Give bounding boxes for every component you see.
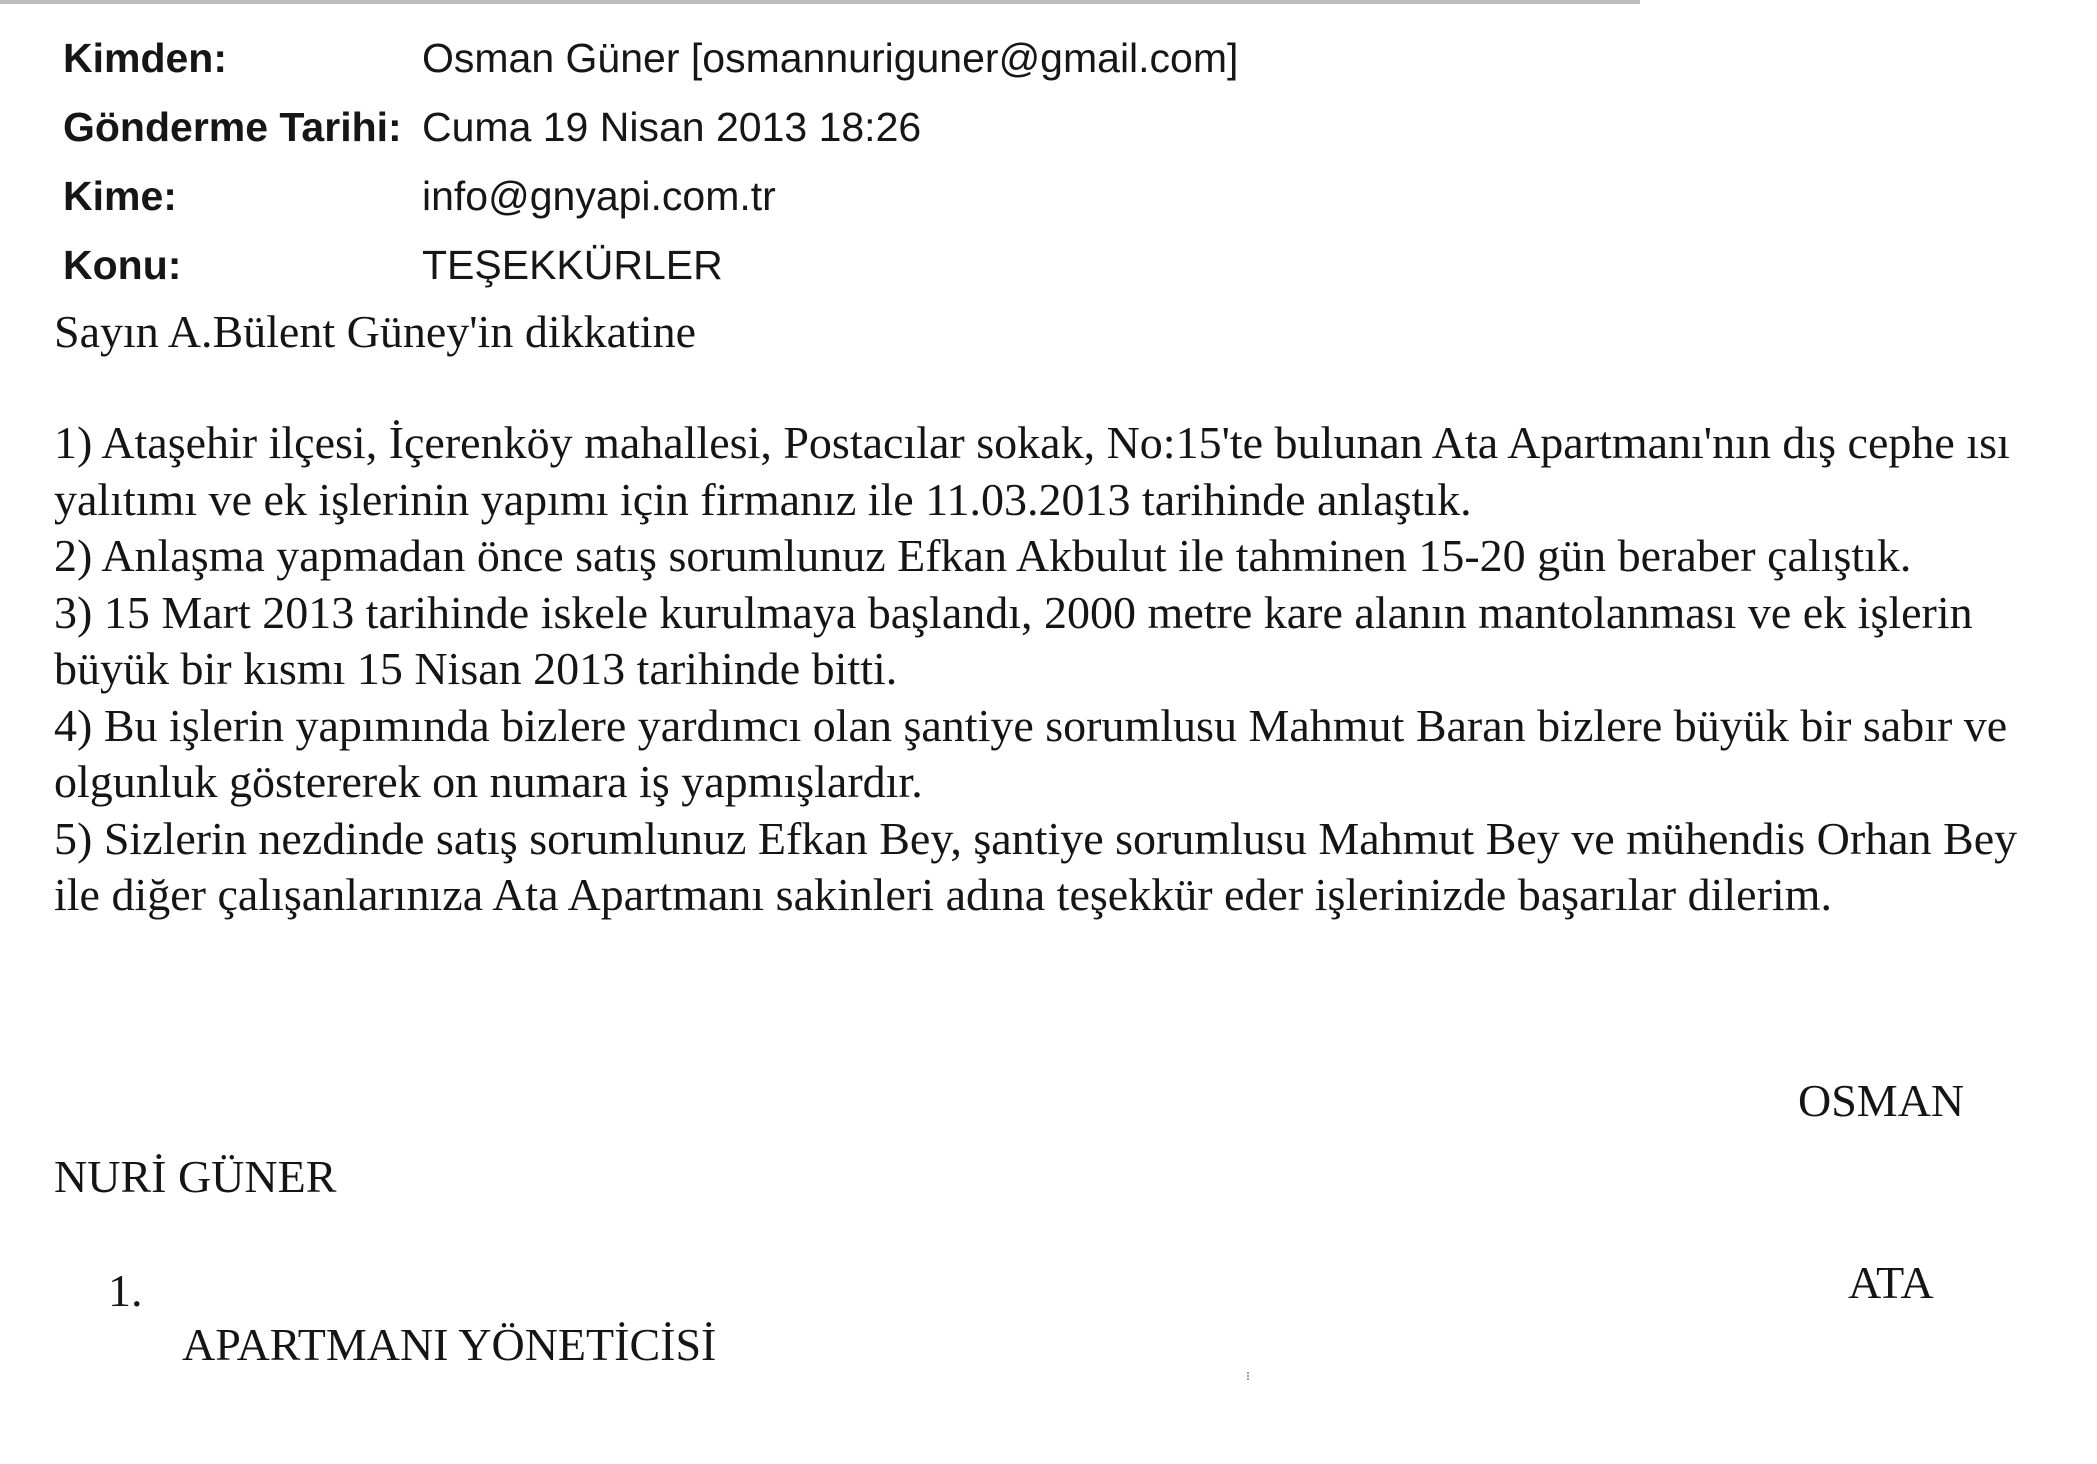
signature-org-word: ATA — [1848, 1257, 1934, 1308]
sent-row — [63, 99, 1238, 168]
signature-list-number: 1. — [108, 1265, 143, 1316]
paragraph-2: 2) Anlaşma yapmadan önce satış sorumlunuz Efkan Akbulut ile tahminen 15-20 gün beraber çalıştık. — [54, 530, 1912, 581]
email-header — [63, 30, 1238, 306]
sent-label: Gönderme Tarihi: — [63, 104, 402, 150]
from-label: Kimden: — [63, 35, 227, 81]
to-label: Kime: — [63, 173, 177, 219]
scan-top-edge — [0, 0, 1640, 4]
subject-row — [63, 237, 1238, 306]
paragraph-3: 3) 15 Mart 2013 tarihinde iskele kurulmaya başlandı, 2000 metre kare alanın mantolanması ve ek işlerin büyük bir kısmı 15 Nisan 2013 tarihinde bitti. — [54, 586, 1973, 694]
scan-speck — [1247, 1372, 1251, 1380]
paragraph-5: 5) Sizlerin nezdinde satış sorumlunuz Efkan Bey, şantiye sorumlusu Mahmut Bey ve mühendis Orhan Bey ile diğer çalışanlarınıza Ata Apartmanı sakinleri adına teşekkür eder işlerinizde başarılar dilerim. — [54, 812, 2018, 920]
subject-value: TEŞEKKÜRLER — [422, 242, 723, 288]
to-row — [63, 168, 1238, 237]
salutation: Sayın A.Bülent Güney'in dikkatine — [54, 306, 697, 357]
subject-label: Konu: — [63, 242, 182, 288]
letter-body — [54, 415, 2044, 924]
signature-title: APARTMANI YÖNETİCİSİ — [182, 1319, 717, 1370]
signature-rest-name: NURİ GÜNER — [54, 1151, 337, 1202]
signature-first-name: OSMAN — [1798, 1075, 1965, 1126]
paragraph-4: 4) Bu işlerin yapımında bizlere yardımcı olan şantiye sorumlusu Mahmut Baran bizlere büyük bir sabır ve olgunluk göstererek on numara iş yapmışlardır. — [54, 699, 2008, 807]
to-value: info@gnyapi.com.tr — [422, 173, 776, 219]
from-row — [63, 30, 1238, 99]
from-value: Osman Güner [osmannuriguner@gmail.com] — [422, 35, 1239, 81]
sent-value: Cuma 19 Nisan 2013 18:26 — [422, 104, 922, 150]
paragraph-1: 1) Ataşehir ilçesi, İçerenköy mahallesi, Postacılar sokak, No:15'te bulunan Ata Apartmanı'nın dış cephe ısı yalıtımı ve ek işlerinin yapımı için firmanız ile 11.03.2013 tarihinde anlaştık. — [54, 417, 2010, 525]
